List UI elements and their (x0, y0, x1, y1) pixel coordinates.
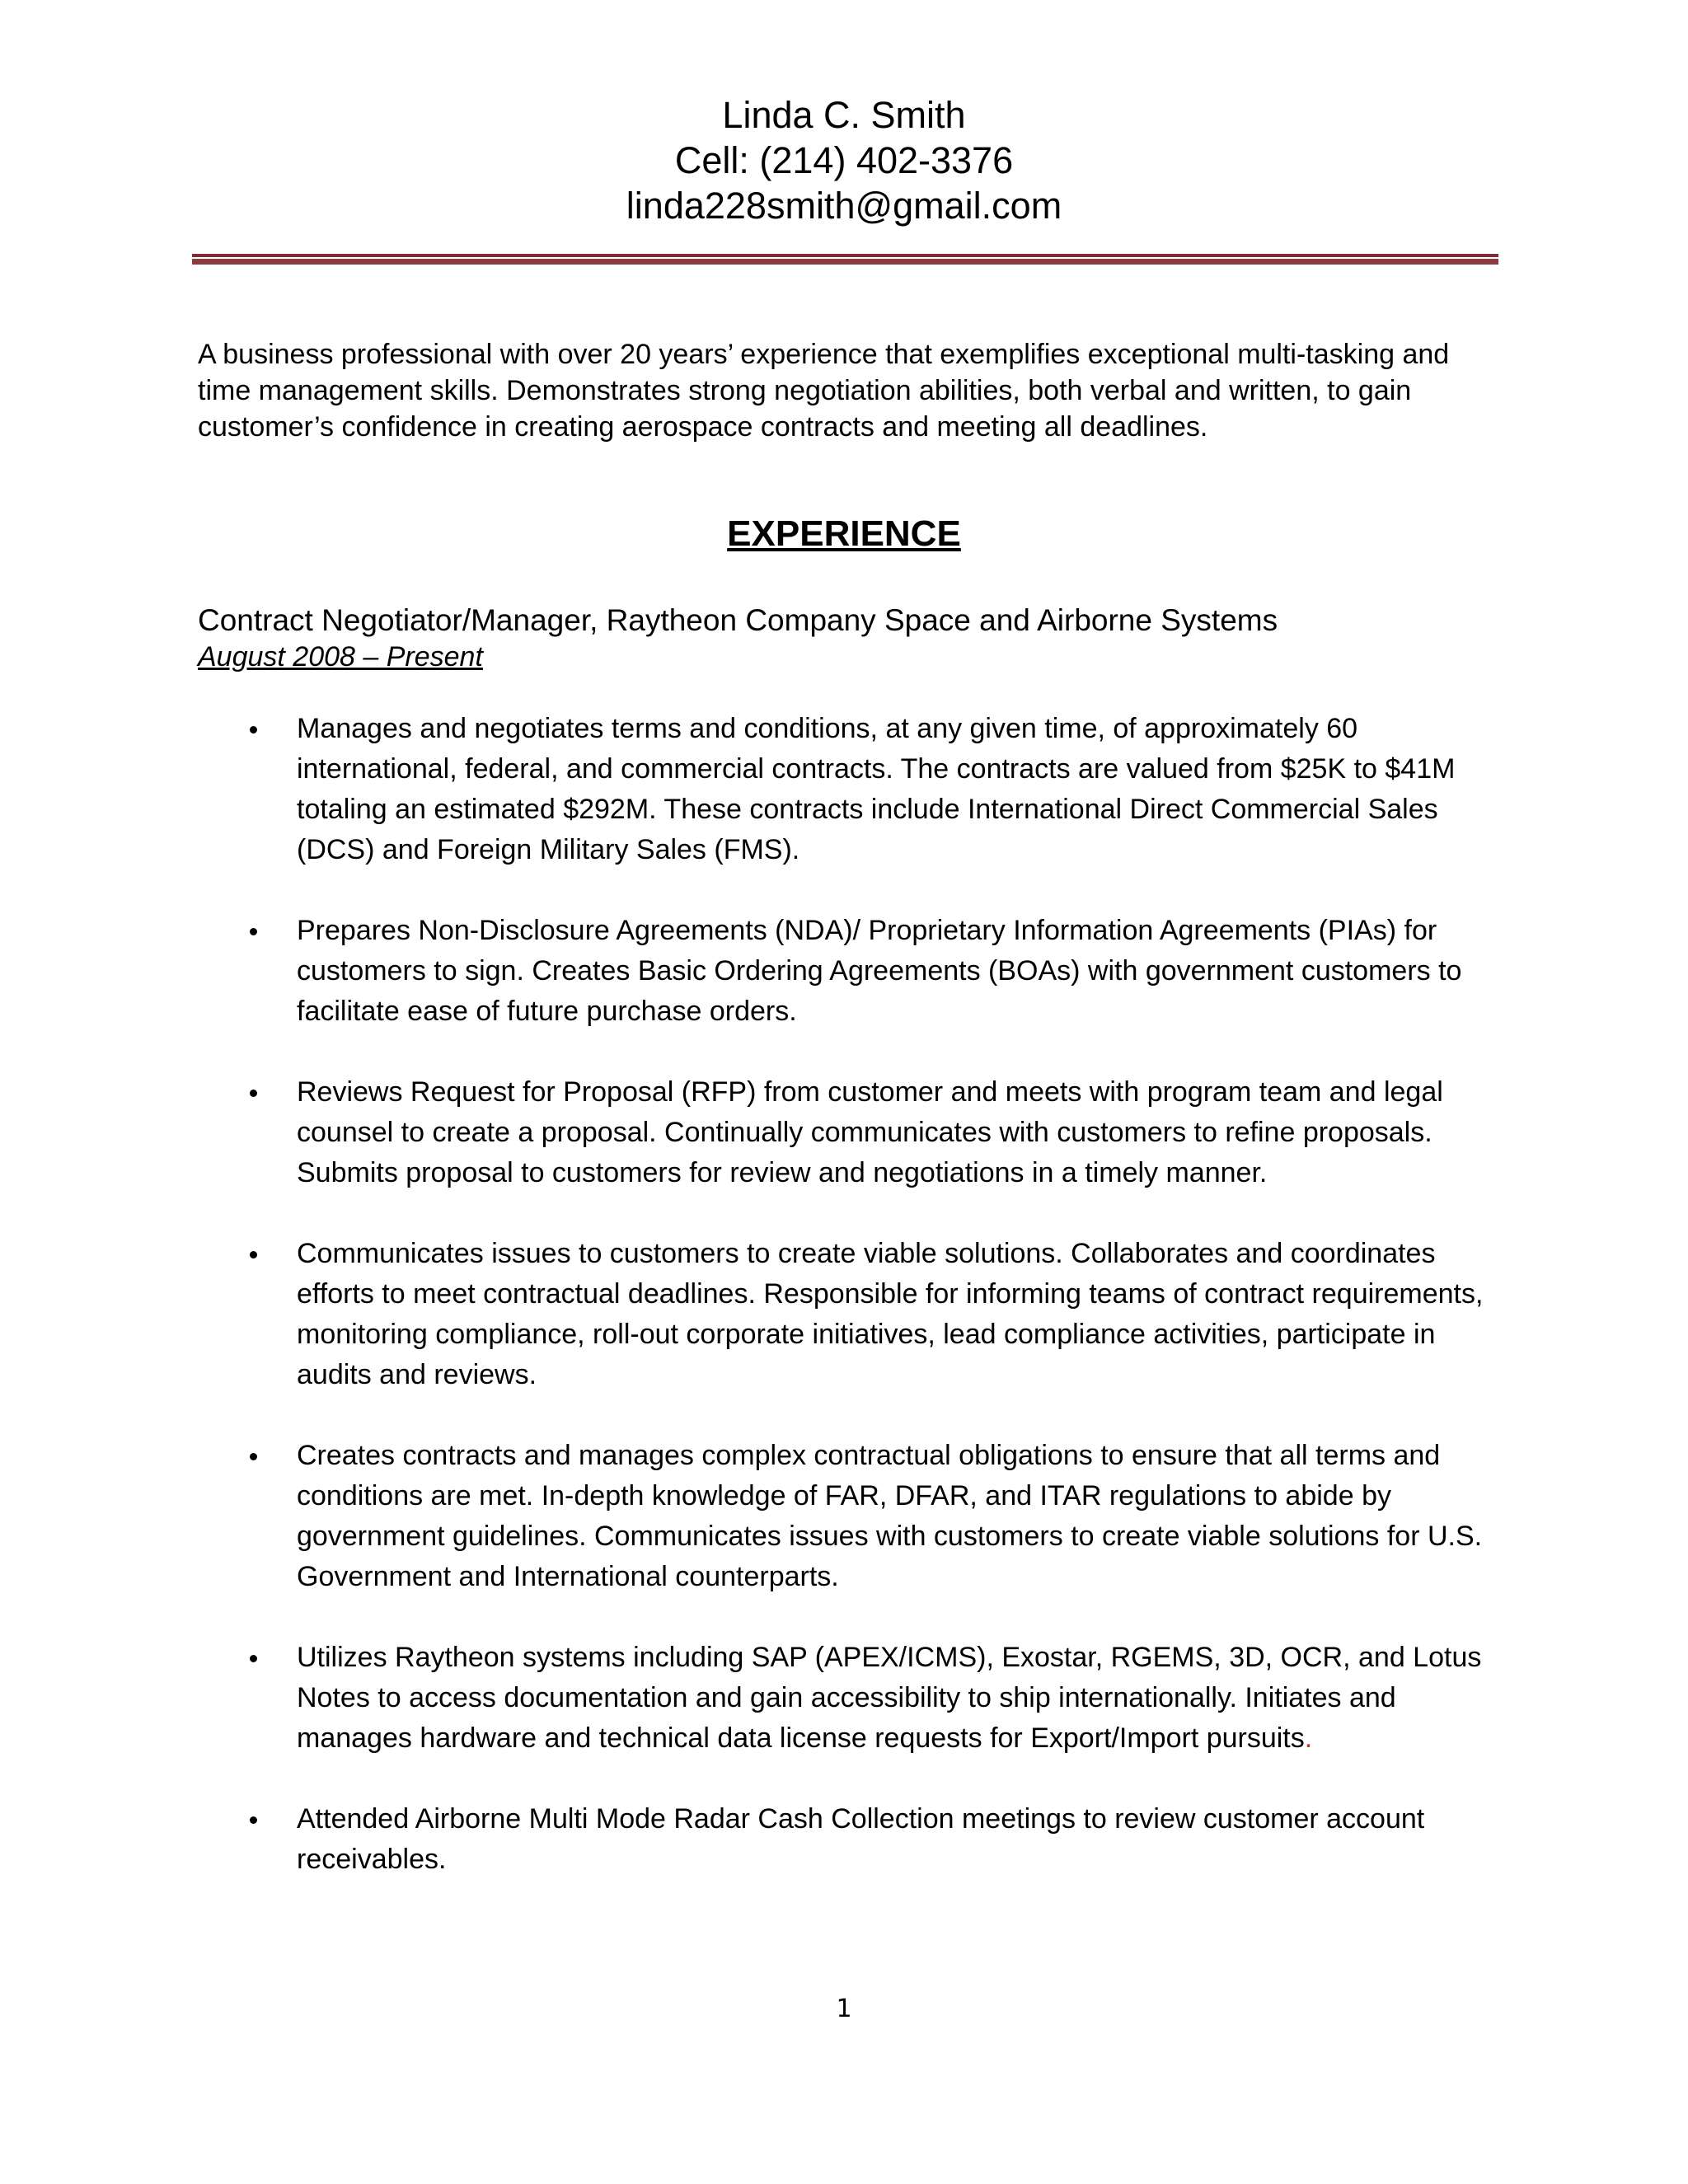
header-divider-thin (192, 254, 1498, 257)
bullet-end-mark: . (1304, 1722, 1313, 1754)
list-item (198, 1234, 1484, 1395)
bullet-text: Creates contracts and manages complex contractual obligations to ensure that all terms and conditions are met. In-depth knowledge of FAR, DFAR, and ITAR regulations to abide by government guidelines. Communicates issues with customers to create viable solutions for U.S. Government and International counterparts. (297, 1440, 1483, 1592)
bullet-icon (250, 1251, 257, 1258)
bullet-text: Utilizes Raytheon systems including SAP (APEX/ICMS), Exostar, RGEMS, 3D, OCR, and Lotus Notes to access documentation and gain accessibility to ship internationally. Initiates and manages hardware and technical data license requests for Export/Import pursuits (297, 1642, 1482, 1754)
bullet-icon (250, 1453, 257, 1460)
job-dates: August 2008 – Present (198, 641, 483, 673)
bullet-icon (250, 726, 257, 733)
job-title: Contract Negotiator/Manager, Raytheon Company Space and Airborne Systems (198, 603, 1278, 637)
bullet-icon (250, 928, 257, 935)
bullet-text: Attended Airborne Multi Mode Radar Cash Collection meetings to review customer account receivables. (297, 1803, 1425, 1875)
professional-summary: A business professional with over 20 years’ experience that exemplifies exceptional multi-tasking and time management skills. Demonstrates strong negotiation abilities, both verbal and written, to gain customer’s confidence in creating aerospace contracts and meeting all deadlines. (198, 339, 1450, 443)
page-number: 1 (836, 1994, 852, 2023)
bullet-text: Manages and negotiates terms and conditions, at any given time, of approximately 60 international, federal, and commercial contracts. The contracts are valued from $25K to $41M totaling an estimated $292M. These contracts include International Direct Commercial Sales (DCS) and Foreign Military Sales (FMS). (297, 713, 1456, 865)
bullet-icon (250, 1090, 257, 1097)
email-address: linda228smith@gmail.com (626, 185, 1062, 227)
list-item (198, 709, 1484, 870)
phone-number: Cell: (214) 402-3376 (674, 139, 1014, 181)
bullet-text: Prepares Non-Disclosure Agreements (NDA)/ Proprietary Information Agreements (PIAs) for customers to sign. Creates Basic Ordering Agreements (BOAs) with government customers to facilitate ease of future purchase orders. (297, 915, 1462, 1027)
header-divider-thick (192, 259, 1498, 265)
bullet-icon (250, 1655, 257, 1662)
list-item (198, 1436, 1484, 1597)
bullet-text: Reviews Request for Proposal (RFP) from customer and meets with program team and legal counsel to create a proposal. Continually communicates with customers to refine proposals. Submits proposal to customers for review and negotiations in a timely manner. (297, 1076, 1443, 1188)
experience-heading: EXPERIENCE (727, 513, 961, 554)
list-item (198, 911, 1484, 1032)
list-item (198, 1799, 1484, 1880)
bullet-text: Communicates issues to customers to create viable solutions. Collaborates and coordinates efforts to meet contractual deadlines. Responsible for informing teams of contract requirements, monitoring compliance, roll-out corporate initiatives, lead compliance activities, participate in audits and reviews. (297, 1238, 1484, 1390)
list-item (198, 1072, 1484, 1193)
list-item (198, 1638, 1484, 1759)
candidate-name: Linda C. Smith (722, 94, 966, 136)
contact-header (0, 92, 1688, 228)
bullet-icon (250, 1816, 257, 1824)
responsibilities-list (198, 709, 1484, 1920)
